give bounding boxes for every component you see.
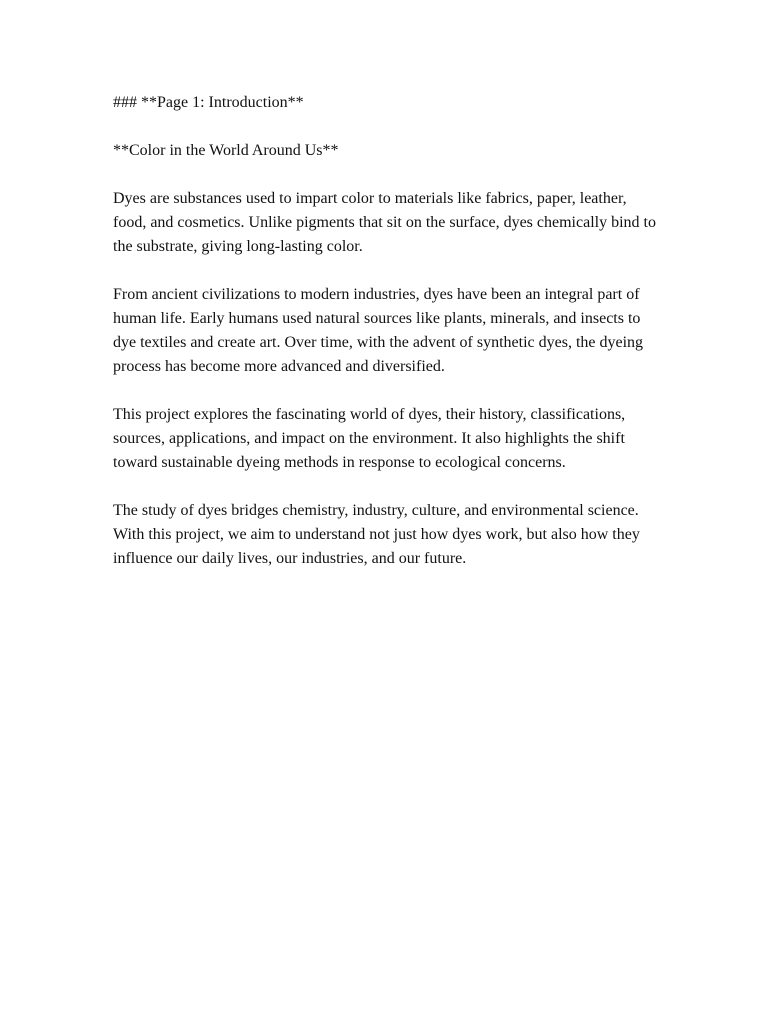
paragraph-history: From ancient civilizations to modern industries, dyes have been an integral part of human life. Early humans used natural sources like plants, minerals, and insects to dye textiles and create art. Over time, with the advent of synthetic dyes, the dyeing process has become more advanced and diversified.: [113, 286, 644, 375]
page-heading: ### **Page 1: Introduction**: [113, 94, 304, 111]
paragraph-project-scope: This project explores the fascinating world of dyes, their history, classifications, sources, applications, and impact on the environment. It also highlights the shift toward sustainable dyeing methods in response to ecological concerns.: [113, 406, 626, 471]
paragraph-definition: Dyes are substances used to impart color to materials like fabrics, paper, leather, food, and cosmetics. Unlike pigments that sit on the surface, dyes chemically bind to the substrate, giving long-lasting color.: [113, 190, 656, 255]
section-subheading: **Color in the World Around Us**: [113, 142, 339, 159]
paragraph-study-aim: The study of dyes bridges chemistry, industry, culture, and environmental science. With this project, we aim to understand not just how dyes work, but also how they influence our daily lives, our industries, and our future.: [113, 502, 640, 567]
